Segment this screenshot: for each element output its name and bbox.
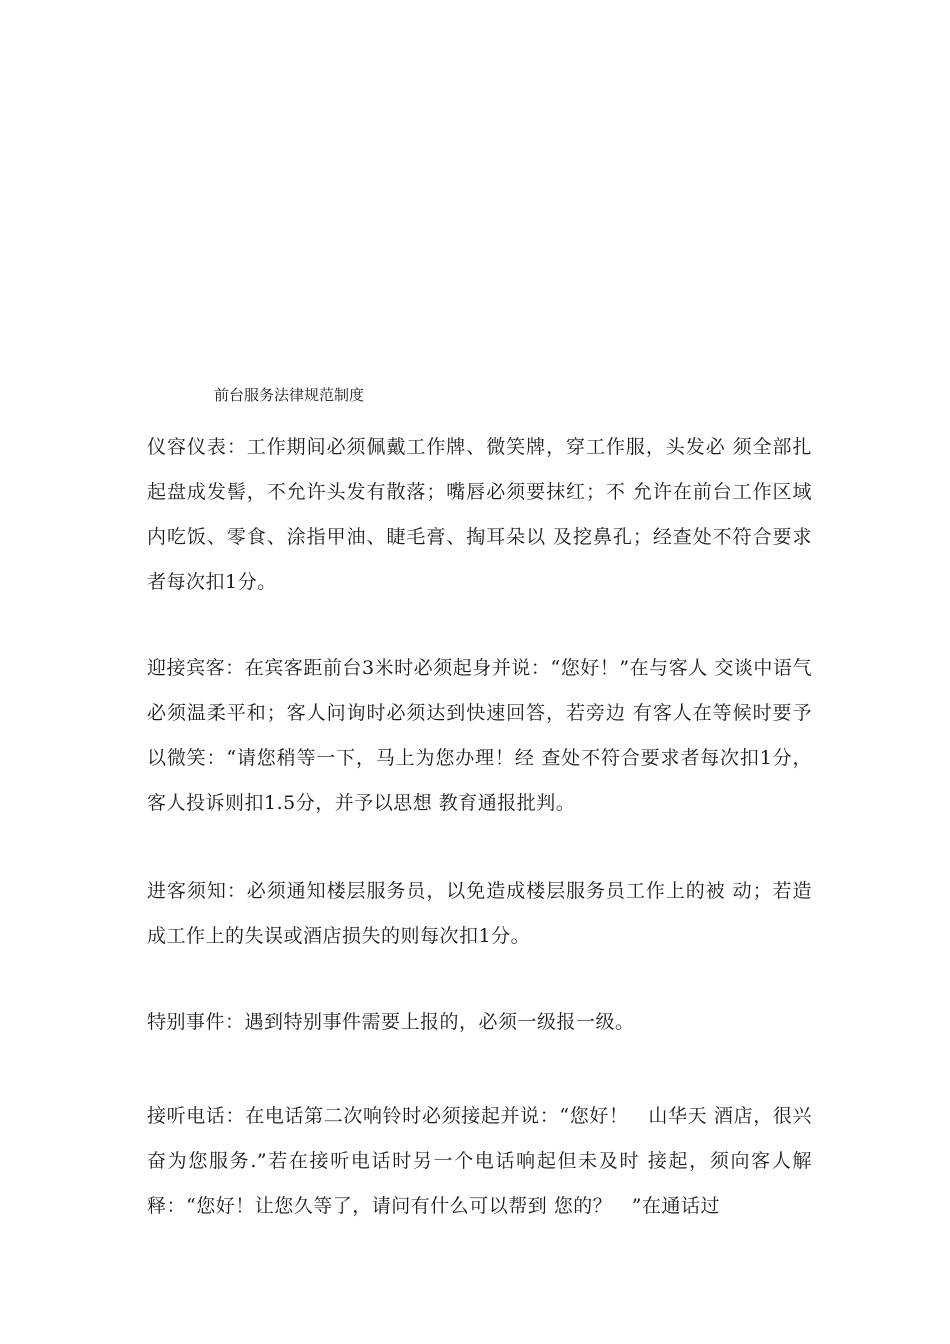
paragraph-greeting-guests: 迎接宾客：在宾客距前台3米时必须起身并说：“您好！”在与客人 交谈中语气必须温柔平和；客人问询时必须达到快速回答，若旁边 有客人在等候时要予以微笑：“请您稍等一下，马上为您办理！经 查处不符合要求者每次扣1分，客人投诉则扣1.5分，并予以思想 教育通报批判。 <box>147 657 812 814</box>
paragraph-appearance: 仪容仪表：工作期间必须佩戴工作牌、微笑牌，穿工作服，头发必 须全部扎起盘成发髻，不允许头发有散落；嘴唇必须要抹红；不 允许在前台工作区域内吃饭、零食、涂指甲油、睫毛膏、掏耳朵以 及挖鼻孔；经查处不符合要求者每次扣1分。 <box>147 436 812 593</box>
paragraph-check-in-notice: 进客须知：必须通知楼层服务员，以免造成楼层服务员工作上的被 动；若造成工作上的失误或酒店损失的则每次扣1分。 <box>147 880 812 947</box>
paragraph-special-events: 特别事件：遇到特别事件需要上报的，必须一级报一级。 <box>147 1011 635 1033</box>
document-title: 前台服务法律规范制度 <box>214 386 365 404</box>
paragraph-answering-phone: 接听电话：在电话第二次响铃时必须接起并说：“您好！ 山华天 酒店，很兴奋为您服务.”若在接听电话时另一个电话响起但未及时 接起，须向客人解释：“您好！让您久等了，请问有什么可以帮到 您的？ ”在通话过 <box>147 1105 812 1217</box>
document-body <box>147 425 812 1229</box>
